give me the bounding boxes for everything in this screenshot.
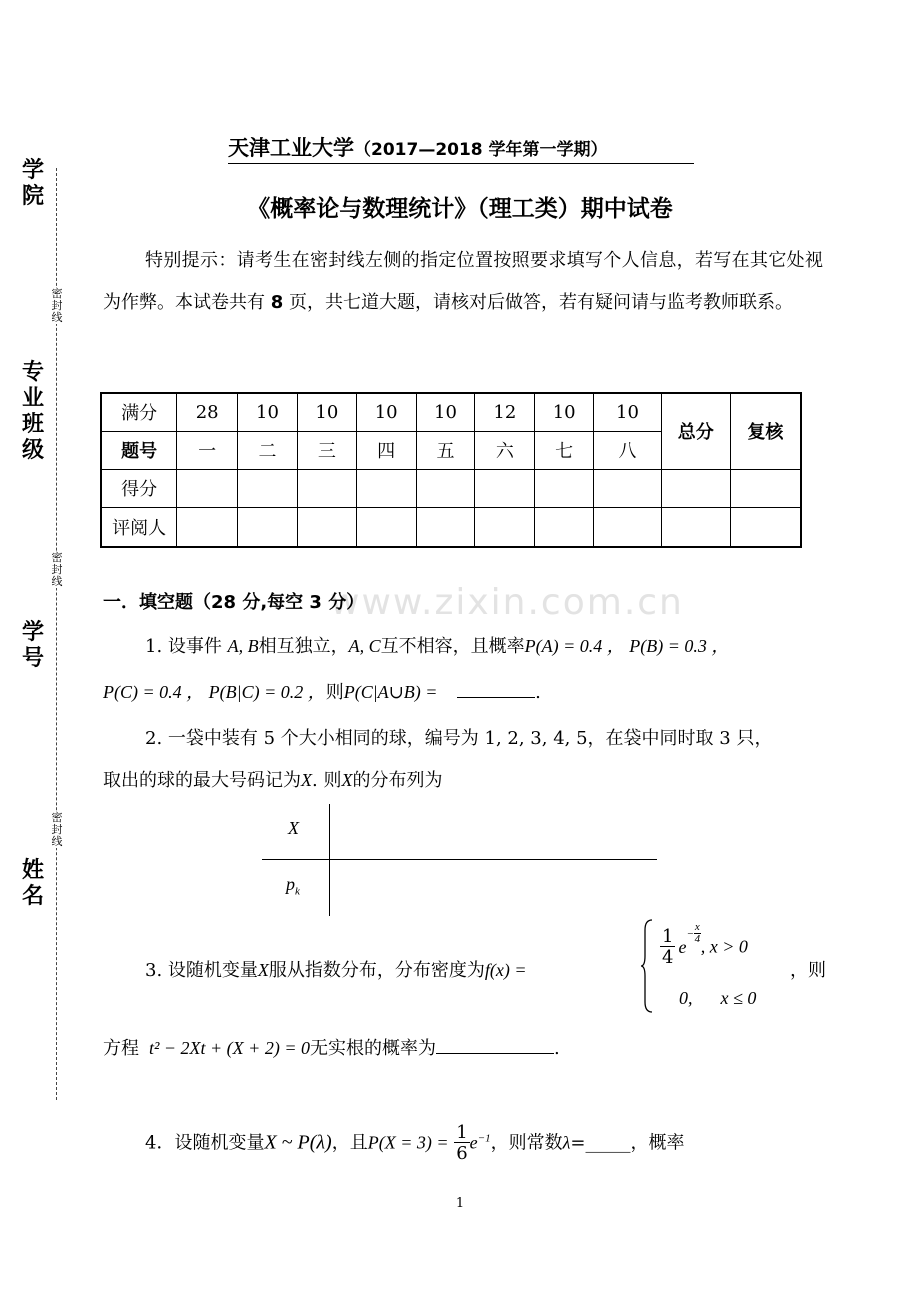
q3-line-2: 方程 t² − 2Xt + (X + 2) = 0无实根的概率为 .: [103, 1038, 560, 1059]
row-label: 得分: [101, 469, 177, 507]
score-table: [100, 392, 802, 548]
q1-line-1: 1. 设事件 A, B相互独立，A, C互不相容，且概率P(A) = 0.4 ， P(B) = 0.3 ，: [145, 636, 730, 657]
college-label: 学院: [21, 158, 44, 209]
full-marks-row: [101, 393, 801, 431]
question-number-cell: 七: [535, 431, 594, 469]
q1-line-2: P(C) = 0.4 ， P(B|C) = 0.2 ，则P(C|A∪B) = .: [103, 682, 541, 703]
full-mark-cell: 10: [416, 393, 475, 431]
full-mark-cell: 10: [594, 393, 662, 431]
full-mark-cell: 10: [356, 393, 416, 431]
special-notice: 特别提示：请考生在密封线左侧的指定位置按照要求填写个人信息，若写在其它处视为作弊。本试卷共有 8 页，共七道大题，请核对后做答，若有疑问请与监考教师联系。: [103, 250, 823, 313]
left-brace-icon: [640, 918, 654, 1014]
university-name: 天津工业大学: [228, 135, 354, 160]
semester: （2017—2018 学年第一学期）: [354, 140, 608, 160]
full-mark-cell: 28: [177, 393, 238, 431]
score-row: [101, 469, 801, 507]
full-mark-cell: 10: [535, 393, 594, 431]
dist-table-hline: [262, 859, 657, 860]
seal-text-1: 密封线: [51, 287, 63, 324]
dist-table-vline: [329, 804, 330, 916]
question-number-cell: 六: [475, 431, 535, 469]
row-label: 满分: [101, 393, 177, 431]
full-mark-cell: 10: [238, 393, 298, 431]
section-1-title: 一．填空题（28 分,每空 3 分）: [103, 592, 365, 613]
university-semester-title: [228, 132, 694, 164]
full-mark-cell: 12: [475, 393, 535, 431]
density-case-1: $\frac{1}{4}$ $e^{- \frac{x}{4}}$ , x > 0: [662, 921, 748, 968]
q3-answer-blank[interactable]: [436, 1053, 554, 1054]
question-number-cell: 三: [297, 431, 356, 469]
q2-line-2: 取出的球的最大号码记为X. 则X的分布列为: [103, 770, 443, 791]
total-score-header: 总分: [661, 393, 730, 469]
q1-answer-blank[interactable]: [457, 697, 535, 698]
name-label: 姓名: [21, 858, 44, 909]
review-header: 复核: [730, 393, 801, 469]
page-count: 8: [270, 292, 284, 313]
major-class-label: 专业班级: [21, 360, 44, 463]
reviewer-row: [101, 507, 801, 547]
dist-row-x: X: [288, 818, 299, 838]
question-number-cell: 二: [238, 431, 298, 469]
question-number-cell: 五: [416, 431, 475, 469]
dist-row-pk: $p_k$: [286, 874, 300, 898]
watermark: www.zixin.com.cn: [330, 582, 684, 623]
full-mark-cell: 10: [297, 393, 356, 431]
question-number-cell: 一: [177, 431, 238, 469]
question-number-cell: 四: [356, 431, 416, 469]
row-label: 题号: [101, 431, 177, 469]
question-number-cell: 八: [594, 431, 662, 469]
q4-line-1: 4．设随机变量X ~ P(λ)，且P(X = 3) = $\frac{1}{6}$ $e^{-1}$，则常数λ=_____，概率: [145, 1122, 685, 1164]
seal-text-2: 密封线: [51, 551, 63, 588]
seal-text-3: 密封线: [51, 811, 63, 848]
row-label: 评阅人: [101, 507, 177, 547]
page-number: 1: [455, 1196, 465, 1211]
density-case-2: 0, x ≤ 0: [679, 988, 757, 1008]
q3-then: ，则: [790, 960, 826, 981]
exam-title: 《概率论与数理统计》（理工类）期中试卷: [247, 196, 673, 222]
q3-line-1: 3. 设随机变量X服从指数分布，分布密度为f(x) =: [145, 960, 527, 981]
student-id-label: 学号: [21, 620, 44, 671]
q2-line-1: 2. 一袋中装有 5 个大小相同的球，编号为 1, 2, 3, 4, 5，在袋中同时取 3 只，: [145, 728, 773, 749]
